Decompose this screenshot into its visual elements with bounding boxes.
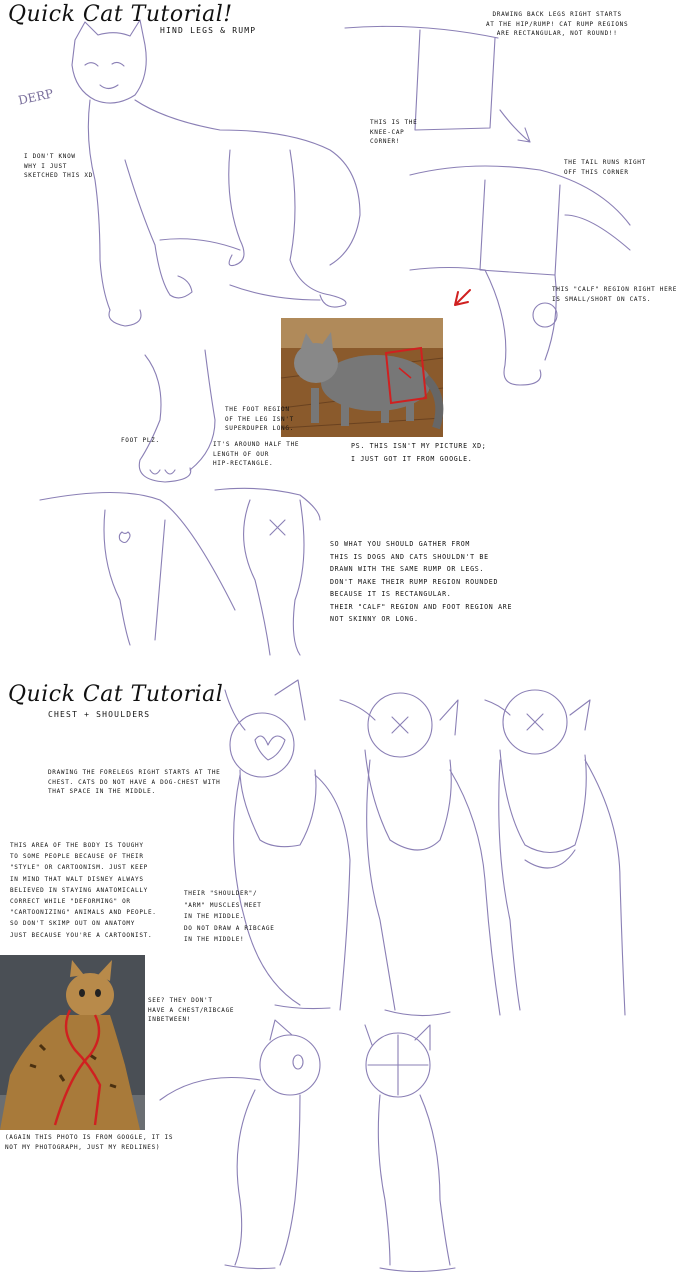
chest-cat-1: [225, 680, 350, 1010]
comparison-sketch: [40, 488, 320, 655]
subtitle-hind-legs: HIND LEGS & RUMP: [160, 26, 257, 35]
note-drawing-back-legs: DRAWING BACK LEGS RIGHT STARTS AT THE HIP/RUMP! CAT RUMP REGIONS ARE RECTANGULAR, NOT ROUND!!: [486, 11, 629, 37]
note-half-length: IT'S AROUND HALF THE LENGTH OF OUR HIP-RECTANGLE.: [213, 441, 300, 467]
note-tough-area: THIS AREA OF THE BODY IS TOUGHY TO SOME PEOPLE BECAUSE OF THEIR "STYLE" OR CARTOONISM. JUST KEEP IN MIND THAT WALT DISNEY ALWAYS BELIEVED IN STAYING ANATOMICALLY CORRECT WHILE "DEFORMING" OR "CARTOONIZING" ANIMALS AND PEOPLE. SO DON'T SKIMP OUT ON ANATOMY JUST BECAUSE YOU'RE A CARTOONIST.: [10, 842, 157, 939]
cat-photo-image: [281, 318, 443, 437]
cat-photo-hind: [281, 318, 443, 437]
note-again-photo: (AGAIN THIS PHOTO IS FROM GOOGLE, IT IS NOT MY PHOTOGRAPH, JUST MY REDLINES): [5, 1134, 174, 1151]
note-knee-cap: THIS IS THE KNEE-CAP CORNER!: [370, 119, 418, 145]
note-forelegs: DRAWING THE FORELEGS RIGHT STARTS AT THE CHEST. CATS DO NOT HAVE A DOG-CHEST WITH THAT SPACE IN THE MIDDLE.: [48, 769, 221, 795]
note-tail-runs: THE TAIL RUNS RIGHT OFF THIS CORNER: [564, 159, 646, 176]
note-see: SEE? THEY DON'T HAVE A CHEST/RIBCAGE INBETWEEN!: [148, 997, 235, 1023]
foot-sketch: [139, 350, 215, 482]
note-dont-know: I DON'T KNOW WHY I JUST SKETCHED THIS XD: [24, 153, 93, 179]
note-foot-region: THE FOOT REGION OF THE LEG ISN'T SUPERDUPER LONG.: [225, 406, 294, 432]
cat-photo-chest-image: [0, 955, 145, 1130]
chest-cat-2: [340, 693, 500, 1016]
standing-cat-sketch: [72, 20, 360, 326]
page-title-part2: Quick Cat Tutorial: [8, 682, 224, 707]
note-shoulder: THEIR "SHOULDER"/ "ARM" MUSCLES MEET IN THE MIDDLE. DO NOT DRAW A RIBCAGE IN THE MIDDLE!: [184, 890, 275, 943]
note-foot-plz: FOOT PLZ.: [121, 437, 160, 444]
side-cat-sketch: [160, 1020, 320, 1269]
subtitle-chest-shoulders: CHEST + SHOULDERS: [48, 710, 151, 719]
page-title-part1: Quick Cat Tutorial!: [8, 2, 233, 27]
note-calf-region: THIS "CALF" REGION RIGHT HERE IS SMALL/SHORT ON CATS.: [552, 286, 677, 303]
note-ps-picture: PS. THIS ISN'T MY PICTURE XD; I JUST GOT IT FROM GOOGLE.: [351, 442, 487, 463]
note-gather: SO WHAT YOU SHOULD GATHER FROM THIS IS DOGS AND CATS SHOULDN'T BE DRAWN WITH THE SAME RUMP OR LEGS. DON'T MAKE THEIR RUMP REGION ROUNDED BECAUSE IT IS RECTANGULAR. THEIR "CALF" REGION AND FOOT REGION ARE NOT SKINNY OR LONG.: [330, 540, 513, 623]
derp-label: DERP: [16, 86, 55, 108]
chest-cat-3: [485, 690, 625, 1015]
front-cat-sketch: [365, 1025, 455, 1272]
cat-photo-chest: [0, 955, 145, 1130]
